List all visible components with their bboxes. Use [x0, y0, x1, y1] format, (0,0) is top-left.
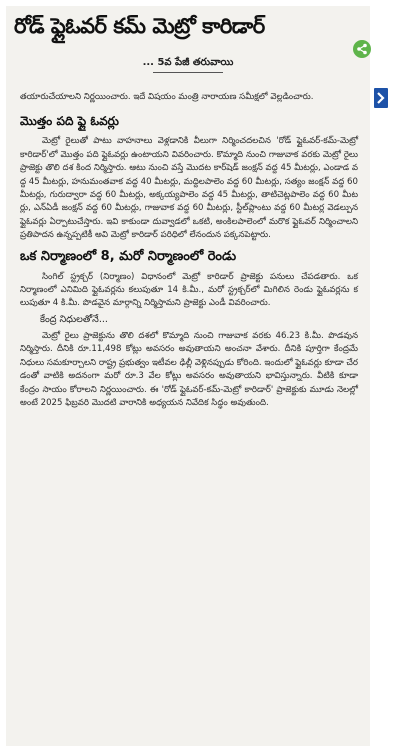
section-heading-funds: కేంద్ర నిధులతోనే... [40, 313, 108, 325]
intro-paragraph: తయారుచేయాలని నిర్ణయించారు. ఇదే విషయం మంత్రి నారాయణ సమీక్షలో వెల్లడించారు. [20, 92, 314, 102]
continued-from-label [6, 56, 370, 73]
share-icon [356, 43, 368, 55]
section-heading-structures: ఒక నిర్మాణంలో 8, మరో నిర్మాణంలో రెండు [20, 248, 237, 264]
section-text-funds: మెట్రో రైలు ప్రాజెక్టును తొలి దశలో కొమ్మాది నుంచి గాజువాక వరకు 46.23 కి.మీ. పొడవున నిర్మిస్తారు. దీనికి రూ.11,498 కోట్లు అవసరం అవుతాయని అంచనా వేశారు. దీనికి పూర్తిగా కేంద్రమే నిధులు సమకూర్చాలని రాష్ట్ర ప్రభుత్వం ఇటీవల ఢిల్లీ వెళ్లినప్పుడు కోరింది. ఇందులో ఫ్లైఓవర్లు కూడా చేరడంతో వాటికి అదనంగా మరో రూ.3 వేల కోట్లు అవసరం అవుతాయని భావిస్తున్నారు. వీటికి కూడా కేంద్రం సాయం కోరాలని నిర్ణయించారు. ఈ 'రోడ్ ఫ్లైఓవర్-కమ్-మెట్రో కారిడార్' ప్రాజెక్టుకు మూడు నెలల్లో అంటే 2025 ఫిబ్రవరి మొదటి వారానికి అధ్యయన నివేదిక సిద్ధం అవుతుంది. [20, 330, 358, 408]
section-text-structures: సింగిల్ స్ట్రక్చర్ (నిర్మాణం) విధానంలో మెట్రో కారిడార్ ప్రాజెక్టు పనులు చేపడతారు. ఒక నిర్మాణంలో ఎనిమిది ఫ్లైఓవర్లను కలుపుతూ 14 కి.మీ., మరో స్ట్రక్చర్‌లో మిగిలిన రెండు ఫ్లైఓవర్లను కలుపుతూ 4 కి.మీ. పొడవైన మార్గాన్ని నిర్మిస్తామని ప్రాజెక్టు ఎండీ వివరించారు. [20, 271, 358, 309]
chevron-right-icon [376, 91, 386, 105]
headline: రోడ్ ఫ్లైఓవర్ కమ్ మెట్రో కారిడార్ [14, 14, 265, 38]
article-body [6, 91, 370, 410]
share-button[interactable] [353, 40, 371, 58]
news-clipping [6, 6, 370, 746]
section-heading-flyovers: మొత్తం పది ఫ్లై ఓవర్లు [20, 114, 119, 129]
continued-text: ... 5వ పేజీ తరువాయి [142, 57, 234, 68]
next-page-button[interactable] [374, 88, 388, 108]
continued-underline [153, 72, 223, 73]
section-text-flyovers: మెట్రో రైలుతో పాటు వాహనాలు వెళ్లడానికి వీలుగా నిర్మించదలచిన 'రోడ్ ఫ్లైఓవర్-కమ్-మెట్రో కారిడార్'లో మొత్తం పది ఫ్లైఓవర్లు ఉంటాయని వివరించారు. కొమ్మాది నుంచి గాజువాక వరకు మెట్రో రైలు ప్రాజెక్టు తొలి దశ కింద నిర్మిస్తారు. ఆటు నుంచి వస్తే మొదట కార్‌షెడ్ జంక్షన్ వద్ద 45 మీటర్లు, ఎండాడ వద్ద 45 మీటర్లు, హనుమంతవాక వద్ద 40 మీటర్లు, మద్దిలపాలెం వద్ద 60 మీటర్లు, సత్యం జంక్షన్ వద్ద 60 మీటర్లు, గురుద్వారా వద్ద 60 మీటర్లు, అక్కయ్యపాలెం వద్ద 45 మీటర్లు, తాటిచెట్లపాలెం వద్ద 60 మీటర్లు, ఎన్ఏడీ జంక్షన్ వద్ద 60 మీటర్లు, గాజువాక వద్ద 60 మీటర్లు, స్టీల్‌ప్లాంటు వద్ద 60 మీటర్ల వెడల్పున ఫ్లైఓవర్లు ఏర్పాటుచేస్తారు. ఇవి కాకుండా దువ్వాడలో ఒకటి, అంకిలపాలెంలో మరొక ఫ్లైఓవర్ నిర్మించాలని ప్రతిపాదన ఉన్నప్పటికీ అవి మెట్రో కారిడార్ పరిధిలో లేనందున పక్కనపెట్టారు. [20, 136, 358, 241]
